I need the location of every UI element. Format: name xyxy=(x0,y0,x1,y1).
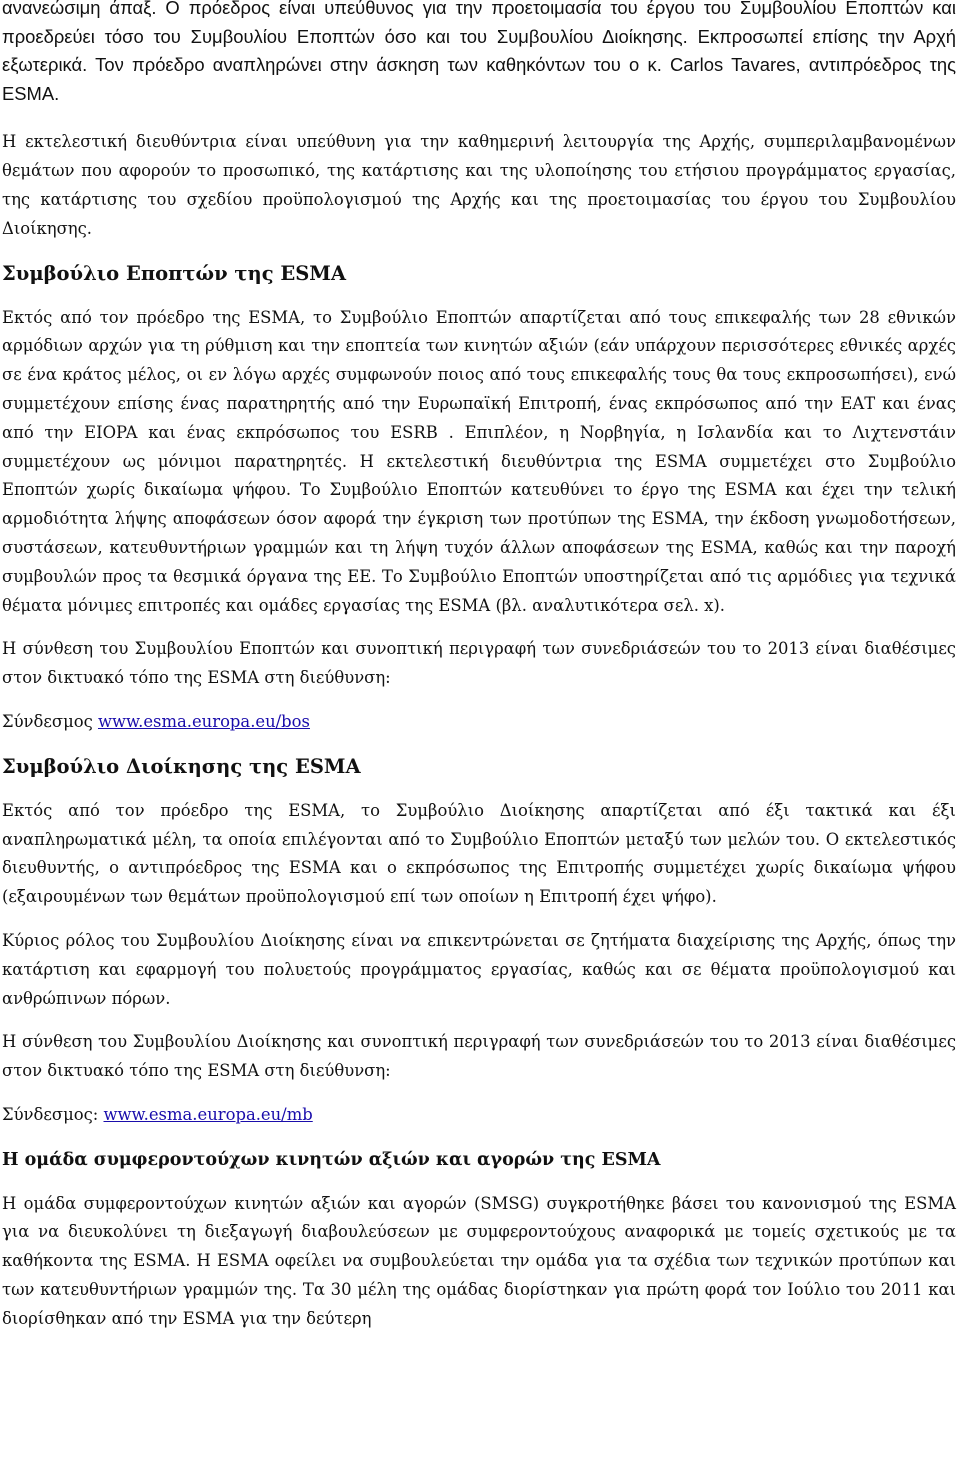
mb-composition-paragraph: Εκτός από τον πρόεδρο της ESMA, το Συμβούλιο Διοίκησης απαρτίζεται από έξι τακτικά και έξι αναπληρωματικά μέλη, τα οποία επιλέγονται από το Συμβούλιο Εποπτών μεταξύ των μελών του. Ο εκτελεστικός διευθυντής, ο αντιπρόεδρος της ESMA και ο εκπρόσωπος της Επιτροπής συμμετέχει χωρίς δικαίωμα ψήφου (εξαιρουμένων των θεμάτων προϋπολογισμού επί των οποίων η Επιτροπή έχει ψήφο). xyxy=(2,800,956,907)
bos-link-line xyxy=(2,708,956,737)
smsg-heading: Η ομάδα συμφεροντούχων κινητών αξιών και αγορών της ESMA xyxy=(2,1149,661,1170)
intro-paragraph: ανανεώσιμη άπαξ. Ο πρόεδρος είναι υπεύθυνος για την προετοιμασία του έργου του Συμβουλίου Εποπτών και προεδρεύει τόσο του Συμβουλίου Εποπτών όσο και του Συμβουλίου Διοίκησης. Εκπροσωπεί επίσης την Αρχή εξωτερικά. Τον πρόεδρο αναπληρώνει στην άσκηση των καθηκόντων του ο κ. Carlos Tavares, αντιπρόεδρος της ESMA. xyxy=(2,0,956,104)
executive-director-paragraph: Η εκτελεστική διευθύντρια είναι υπεύθυνη για την καθημερινή λειτουργία της Αρχής, συμπεριλαμβανομένων θεμάτων που αφορούν το προσωπικό, της κατάρτισης και της υλοποίησης του ετήσιου προγράμματος εργασίας, της κατάρτισης του σχεδίου προϋπολογισμού της Αρχής και της προετοιμασίας του έργου του Συμβουλίου Διοίκησης. xyxy=(2,132,956,238)
bos-composition-paragraph: Εκτός από τον πρόεδρο της ESMA, το Συμβούλιο Εποπτών απαρτίζεται από τους επικεφαλής των 28 εθνικών αρμόδιων αρχών για τη ρύθμιση και την εποπτεία των κινητών αξιών (εάν υπάρχουν περισσότερες εθνικές αρχές σε ένα κράτος μέλος, οι εν λόγω αρχές συμφωνούν ποιος από τους επικεφαλής τους θα τους εκπροσωπήσει), ενώ συμμετέχουν επίσης ένας παρατηρητής από την Ευρωπαϊκή Επιτροπή, ένας εκπρόσωπος από την ΕΑΤ και ένας από την EIOPA και ένας εκπρόσωπος του ESRB . Επιπλέον, η Νορβηγία, η Ισλανδία και το Λιχτενστάιν συμμετέχουν ως μόνιμοι παρατηρητές. Η εκτελεστική διευθύντρια της ESMA συμμετέχει στο Συμβούλιο Εποπτών χωρίς δικαίωμα ψήφου. Το Συμβούλιο Εποπτών κατευθύνει το έργο της ESMA και έχει την τελική αρμοδιότητα λήψης αποφάσεων όσον αφορά την έγκριση των προτύπων της ESMA, την έκδοση γνωμοδοτήσεων, συστάσεων, κατευθυντήριων γραμμών και τη λήψη τυχόν άλλων αποφάσεων της ESMA, καθώς και την παροχή συμβουλών προς τα θεσμικά όργανα της ΕΕ. Το Συμβούλιο Εποπτών υποστηρίζεται από τις αρμόδιες για τεχνικά θέματα μόνιμες επιτροπές και ομάδες εργασίας της ESMA (βλ. αναλυτικότερα σελ. x). xyxy=(2,307,956,615)
mb-link-line xyxy=(2,1101,956,1130)
bos-link-prefix: Σύνδεσμος xyxy=(2,711,98,731)
mb-role-paragraph: Κύριος ρόλος του Συμβουλίου Διοίκησης είναι να επικεντρώνεται σε ζητήματα διαχείρισης της Αρχής, όπως την κατάρτιση και εφαρμογή του πολυετούς προγράμματος εργασίας, καθώς και σε θέματα προϋπολογισμού και ανθρώπινων πόρων. xyxy=(2,930,956,1008)
mb-link-prefix: Σύνδεσμος: xyxy=(2,1104,104,1124)
smsg-paragraph: Η ομάδα συμφεροντούχων κινητών αξιών και αγορών (SMSG) συγκροτήθηκε βάσει του κανονισμού της ESMA για να διευκολύνει τη διεξαγωγή διαβουλεύσεων με συμφεροντούχους αναφορικά με τομείς σχετικούς με τα καθήκοντα της ESMA. Η ESMA οφείλει να συμβουλεύεται την ομάδα για τα σχέδια των τεχνικών προτύπων και των κατευθυντήριων γραμμών της. Τα 30 μέλη της ομάδας διορίστηκαν για πρώτη φορά τον Ιούλιο του 2011 και διορίσθηκαν από την ESMA για την δεύτερη xyxy=(2,1193,956,1328)
management-board-heading: Συμβούλιο Διοίκησης της ESMA xyxy=(2,754,361,778)
mb-availability-paragraph: Η σύνθεση του Συμβουλίου Διοίκησης και συνοπτική περιγραφή των συνεδριάσεών του το 2013 είναι διαθέσιμες στον δικτυακό τόπο της ESMA στη διεύθυνση: xyxy=(2,1032,956,1081)
bos-link[interactable]: www.esma.europa.eu/bos xyxy=(97,711,310,731)
bos-availability-paragraph: Η σύνθεση του Συμβουλίου Εποπτών και συνοπτική περιγραφή των συνεδριάσεών του το 2013 είναι διαθέσιμες στον δικτυακό τόπο της ESMA στη διεύθυνση: xyxy=(2,639,956,688)
mb-link[interactable]: www.esma.europa.eu/mb xyxy=(103,1104,313,1124)
board-of-supervisors-heading: Συμβούλιο Εποπτών της ESMA xyxy=(2,261,347,285)
